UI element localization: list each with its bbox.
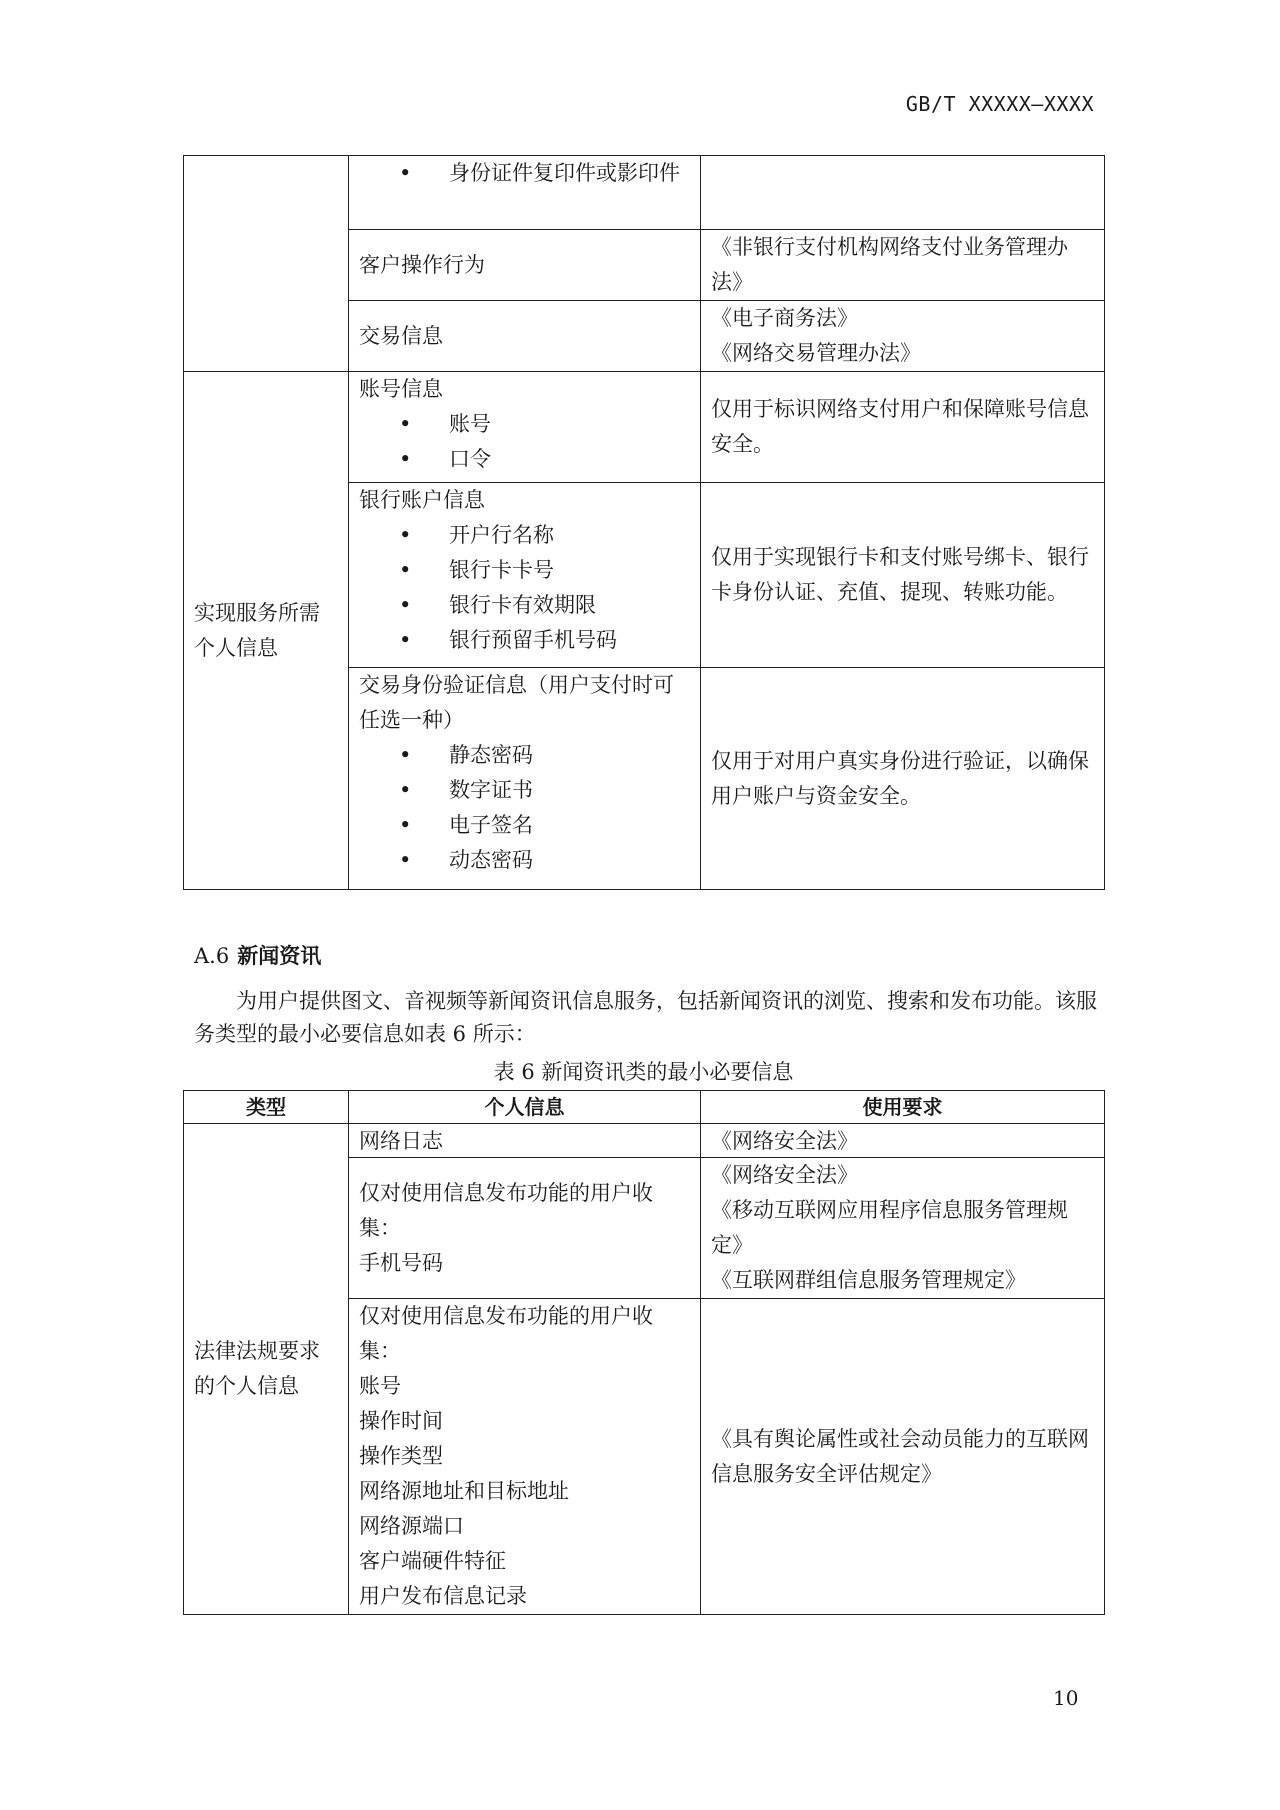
bullet-item: • 静态密码 xyxy=(359,738,690,773)
standard-code: GB/T XXXXX—XXXX xyxy=(905,92,1094,116)
section-paragraph: 为用户提供图文、音视频等新闻资讯信息服务，包括新闻资讯的浏览、搜索和发布功能。该服务类型的最小必要信息如表 6 所示： xyxy=(194,989,1097,1046)
table-a-info-cell: 银行账户信息 • 开户行名称 • 银行卡卡号 • 银行卡有效期限 • 银行预留手机号码 xyxy=(349,483,701,668)
table-b-info-cell: 仅对使用信息发布功能的用户收集： 账号 操作时间 操作类型 网络源地址和目标地址 网络源端口 客户端硬件特征 用户发布信息记录 xyxy=(349,1299,701,1615)
table-a-category-cell-2: 实现服务所需个人信息 xyxy=(184,372,349,890)
section-title: 新闻资讯 xyxy=(237,944,322,968)
table-a-info-cell: 客户操作行为 xyxy=(349,230,701,301)
section-number: A.6 xyxy=(194,944,230,968)
table-b-category-cell: 法律法规要求的个人信息 xyxy=(184,1124,349,1615)
bullet-item: • 身份证件复印件或影印件 xyxy=(359,156,690,191)
table-b-req-cell: 《具有舆论属性或社会动员能力的互联网信息服务安全评估规定》 xyxy=(701,1299,1105,1615)
header-personal-info: 个人信息 xyxy=(349,1091,701,1124)
bullet-item: • 口令 xyxy=(359,442,690,477)
table-a-info-cell: 交易信息 xyxy=(349,301,701,372)
bullet-item: • 数字证书 xyxy=(359,773,690,808)
bullet-item: • 动态密码 xyxy=(359,843,690,878)
table-b-req-cell: 《网络安全法》 xyxy=(701,1124,1105,1158)
table-a-info-cell: 交易身份验证信息（用户支付时可任选一种） • 静态密码 • 数字证书 • 电子签名 • 动态密码 xyxy=(349,668,701,890)
table-a-info-cell: 账号信息 • 账号 • 口令 xyxy=(349,372,701,483)
table-a-info-cell xyxy=(349,156,701,230)
table-a-req-cell: 《电子商务法》 《网络交易管理办法》 xyxy=(701,301,1105,372)
table-a-req-cell: 仅用于对用户真实身份进行验证，以确保用户账户与资金安全。 xyxy=(701,668,1105,890)
table-b-req-cell: 《网络安全法》 《移动互联网应用程序信息服务管理规定》 《互联网群组信息服务管理规定》 xyxy=(701,1158,1105,1299)
bullet-item: • 银行卡卡号 xyxy=(359,553,690,588)
table-b-info-cell: 网络日志 xyxy=(349,1124,701,1158)
bullet-item: • 开户行名称 xyxy=(359,518,690,553)
bullet-item: • 账号 xyxy=(359,407,690,442)
bullet-item: • 电子签名 xyxy=(359,808,690,843)
header-usage-req: 使用要求 xyxy=(701,1091,1105,1124)
table-a-req-cell: 《非银行支付机构网络支付业务管理办法》 xyxy=(701,230,1105,301)
section-heading xyxy=(194,940,321,970)
header-type: 类型 xyxy=(184,1091,349,1124)
table-b-info-cell: 仅对使用信息发布功能的用户收集： 手机号码 xyxy=(349,1158,701,1299)
page-number: 10 xyxy=(1053,1686,1079,1710)
bullet-item: • 银行卡有效期限 xyxy=(359,588,690,623)
table-a-req-cell: 仅用于标识网络支付用户和保障账号信息安全。 xyxy=(701,372,1105,483)
table-a xyxy=(183,155,1105,890)
bullet-item: • 银行预留手机号码 xyxy=(359,623,690,658)
table-a-req-cell xyxy=(701,156,1105,230)
table-a-category-cell-1 xyxy=(184,156,349,372)
table-caption: 表 6 新闻资讯类的最小必要信息 xyxy=(493,1060,794,1084)
table-a-req-cell: 仅用于实现银行卡和支付账号绑卡、银行卡身份认证、充值、提现、转账功能。 xyxy=(701,483,1105,668)
table-b xyxy=(183,1090,1105,1615)
